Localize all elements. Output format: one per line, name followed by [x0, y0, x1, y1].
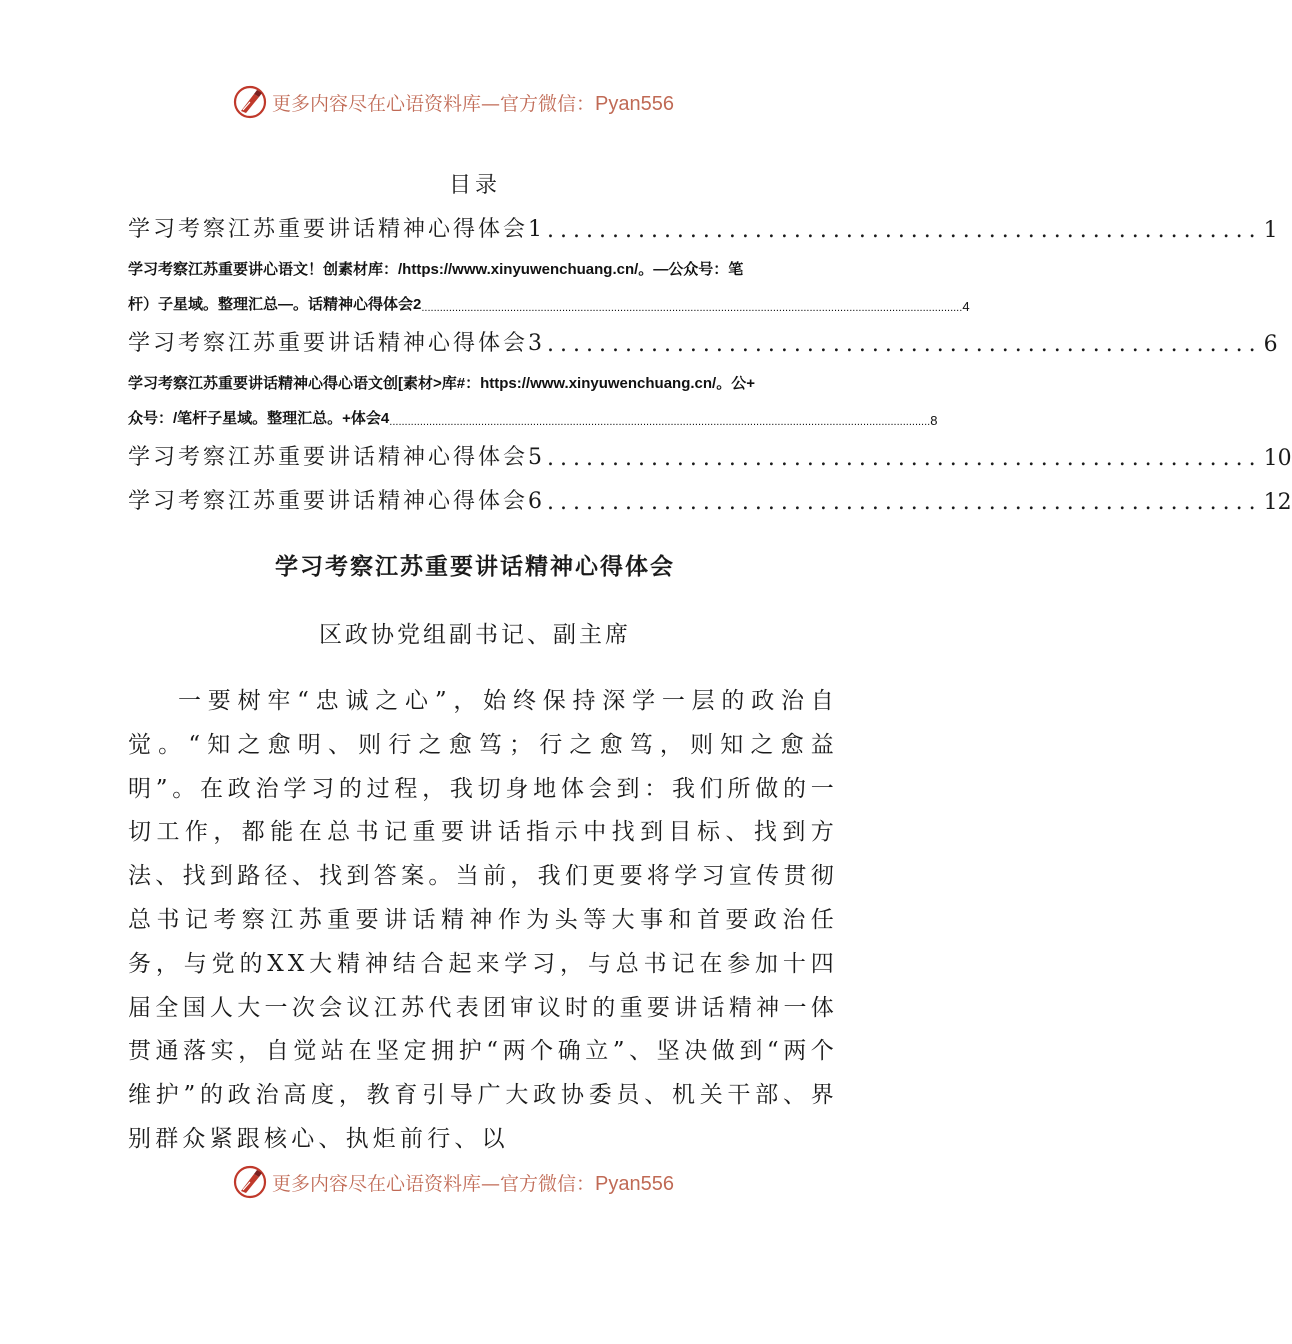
- toc-entry-page: 8: [930, 413, 938, 428]
- toc-entry-page: 4: [962, 299, 970, 314]
- toc-entry-page: 10: [1263, 446, 1292, 471]
- footer-banner: [232, 1162, 752, 1202]
- fountain-pen-logo-icon: [232, 84, 268, 120]
- article-title: 学习考察江苏重要讲话精神心得体会: [275, 553, 675, 580]
- toc-entry-line1: 学习考察江苏重要讲话精神心得心语文创[素材>库#：https://www.xinyuwenchuang.cn/。公+: [128, 375, 755, 392]
- toc-leader-dots: .......................................................: [547, 446, 1262, 471]
- toc-entry-line2: 杆）子星域。整理汇总—。话精神心得体会2: [128, 296, 422, 313]
- toc-title: 目录: [448, 173, 501, 198]
- toc-leader-dots: .......................................................: [547, 490, 1262, 515]
- toc-entry-page: 1: [1263, 218, 1278, 243]
- banner-text: 更多内容尽在心语资料库—官方微信：Pyan556: [272, 92, 674, 115]
- wechat-id: Pyan556: [595, 1172, 674, 1195]
- toc-entry[interactable]: [128, 326, 1278, 357]
- toc-entry-page: 12: [1263, 490, 1292, 515]
- toc-entry-title: 学习考察江苏重要讲话精神心得体会1: [128, 217, 545, 242]
- toc-entry[interactable]: [128, 212, 1278, 243]
- banner-text: 更多内容尽在心语资料库—官方微信：Pyan556: [272, 1172, 674, 1195]
- toc-entry[interactable]: [128, 258, 970, 314]
- toc-entry-title: 学习考察江苏重要讲话精神心得体会3: [128, 331, 545, 356]
- toc-leader-dots: .......................................................: [547, 218, 1262, 243]
- toc-leader-dots: .......................................................: [547, 332, 1262, 357]
- article-paragraph: 一要树牢“忠诚之心”，始终保持深学一层的政治自觉。“知之愈明、则行之愈笃；行之愈笃，则知之愈益明”。在政治学习的过程，我切身地体会到：我们所做的一切工作，都能在总书记重要讲话指示中找到目标、找到方法、找到路径、找到答案。当前，我们更要将学习宣传贯彻总书记考察江苏重要讲话精神作为头等大事和首要政治任务，与党的XX大精神结合起来学习，与总书记在参加十四届全国人大一次会议江苏代表团审议时的重要讲话精神一体贯通落实，自觉站在坚定拥护“两个确立”、坚决做到“两个维护”的政治高度，教育引导广大政协委员、机关干部、界别群众紧跟核心、执炬前行、以: [128, 688, 838, 1152]
- toc-entry[interactable]: [128, 484, 1292, 515]
- toc-entry-title: 学习考察江苏重要讲话精神心得体会5: [128, 445, 545, 470]
- toc-leader-dots: .................................................................................................................................................................................: [421, 302, 963, 314]
- toc-entry-line2: 众号：/笔杆子星域。整理汇总。+体会4: [128, 410, 390, 427]
- toc-entry-page: 6: [1263, 332, 1278, 357]
- toc-entry-line1: 学习考察江苏重要讲心语文！创素材库：/https://www.xinyuwenchuang.cn/。—公众号：笔: [128, 261, 744, 278]
- wechat-id: Pyan556: [595, 92, 674, 115]
- toc-entry[interactable]: [128, 440, 1292, 471]
- toc-entry[interactable]: [128, 372, 938, 428]
- fountain-pen-logo-icon: [232, 1164, 268, 1200]
- toc-leader-dots: .................................................................................................................................................................................: [389, 416, 931, 428]
- toc-entry-title: 学习考察江苏重要讲话精神心得体会6: [128, 489, 545, 514]
- article-author: 区政协党组副书记、副主席: [319, 622, 631, 648]
- header-banner: [232, 82, 752, 122]
